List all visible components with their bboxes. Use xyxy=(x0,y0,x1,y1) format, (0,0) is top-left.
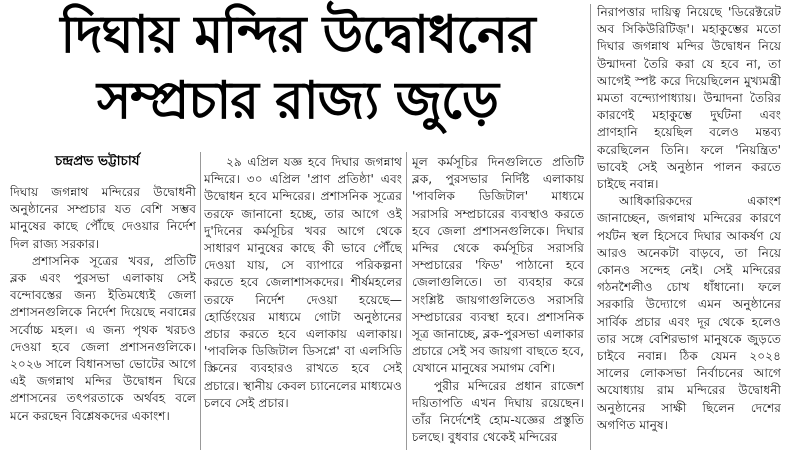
headline xyxy=(10,2,585,142)
byline: চন্দ্রপ্রভ ভট্টাচার্য xyxy=(55,153,140,169)
paragraph: আধিকারিকদের একাংশ জানাচ্ছেন, জগন্নাথ মন্দিরের কারণে পর্যটন স্থল হিসেবে দিঘার আকর্ষণ যে আরও অনেকটা বাড়বে, তা নিয়ে কোনও সন্দেহ নেই। সেই মন্দিরের গঠনশৈলীও চোখ ধাঁধানো। ফলে সরকারি উদ্যোগে এমন অনুষ্ঠানের সার্বিক প্রচার এবং দূর থেকে হলেও তার সঙ্গে বেশিরভাগ মানুষকে জুড়তে চাইবে নবান্ন। ঠিক যেমন ২০২৪ সালের লোকসভা নির্বাচনের আগে অযোধ্যায় রাম মন্দিরের উদ্বোধনী অনুষ্ঠানের সাক্ষী ছিলেন দেশের অগণিত মানুষ। xyxy=(597,194,781,432)
column-divider xyxy=(406,152,407,450)
headline-line-2: সম্প্রচার রাজ্য জুড়ে xyxy=(96,71,499,131)
paragraph: পুরীর মন্দিরের প্রধান রাজেশ দয়িতাপতি এখন দিঘায় রয়েছেন। তাঁর নির্দেশেই হোম-যজ্ঞের প্রস্তুতি চলছে। বুধবার থেকেই মন্দিরের xyxy=(412,378,584,445)
paragraph: প্রশাসনিক সূত্রের খবর, প্রতিটি ব্লক এবং পুরসভা এলাকায় সেই বন্দোবস্তের জন্য ইতিমধ্যেই জেলা প্রশাসনগুলিকে নির্দেশ দিয়েছে নবান্নের সর্বোচ্চ মহল। এ জন্য পৃথক খরচও দেওয়া হবে জেলা প্রশাসনগুলিকে। ২০২৬ সালে বিধানসভা ভোটের আগে এই জগন্নাথ মন্দির উদ্বোধন ঘিরে প্রশাসনের তৎপরতাকে অর্থবহ বলে মনে করছেন বিশ্লেষকদের একাংশ। xyxy=(10,253,196,423)
article-column-1 xyxy=(10,184,196,452)
paragraph: ২৯ এপ্রিল যজ্ঞ হবে দিঘার জগন্নাথ মন্দিরে। ৩০ এপ্রিল 'প্রাণ প্রতিষ্ঠা' এবং উদ্বোধন হবে মন্দিরের। প্রশাসনিক সূত্রের তরফে জানানো হচ্ছে, তার আগে ওই দু'দিনের কর্মসূচির খবর আগে থেকে সাধারণ মানুষের কাছে কী ভাবে পৌঁছে দেওয়া যায়, সে ব্যাপারে পরিকল্পনা করতে হবে জেলাশাসকদের। শীর্ষমহলের তরফে নির্দেশ দেওয়া হয়েছে— হোর্ডিংয়ের মাধ্যমে গোটা অনুষ্ঠানের প্রচার করতে হবে এলাকায় এলাকায়। 'পাবলিক ডিজিটাল ডিসপ্লে' বা এলসিডি স্ক্রিনের ব্যবহারও রাখতে হবে সেই প্রচারে। স্থানীয় কেবল চ্যানেলের মাধ্যমেও চলবে সেই প্রচার। xyxy=(204,155,402,410)
article-column-2 xyxy=(204,154,402,452)
headline-line-1: দিঘায় মন্দির উদ্বোধনের xyxy=(60,5,535,65)
article-column-3 xyxy=(412,154,584,452)
column-divider xyxy=(590,4,591,450)
column-divider xyxy=(200,152,201,450)
paragraph: নিরাপত্তার দায়িত্ব নিয়েছে 'ডিরেক্টরেট অব সিকিউরিটিজ়'। মহাকুম্ভের মতো দিঘার জগন্নাথ মন্দির উদ্বোধন নিয়ে উন্মাদনা তৈরি করা যে হবে না, তা আগেই স্পষ্ট করে দিয়েছিলেন মুখ্যমন্ত্রী মমতা বন্দ্যোপাধ্যায়। উন্মাদনা তৈরির কারণেই মহাকুম্ভে দুর্ঘটনা এবং প্রাণহানি হয়েছিল বলেও মন্তব্য করেছিলেন তিনি। ফলে 'নিয়ন্ত্রিত' ভাবেই সেই অনুষ্ঠান পালন করতে চাইছে নবান্ন। xyxy=(597,5,781,192)
paragraph: দিঘায় জগন্নাথ মন্দিরের উদ্বোধনী অনুষ্ঠানের সম্প্রচার যত বেশি সম্ভব মানুষের কাছে পৌঁছে দেওয়ার নির্দেশ দিল রাজ্য সরকার। xyxy=(10,185,196,251)
article-column-4 xyxy=(597,4,781,452)
paragraph: মূল কর্মসূচির দিনগুলিতে প্রতিটি ব্লক, পুরসভার নির্দিষ্ট এলাকায় 'পাবলিক ডিজিটাল' মাধ্যমে সরাসরি সম্প্রচারের ব্যবস্থাও করতে হবে জেলা প্রশাসনগুলিকে। দিঘার মন্দির থেকে কর্মসূচির সরাসরি সম্প্রচারের 'ফিড' পাঠানো হবে জেলাগুলিতে। তা ব্যবহার করে সংশ্লিষ্ট জায়গাগুলিতেও সরাসরি সম্প্রচারের ব্যবস্থা হবে। প্রশাসনিক সূত্র জানাচ্ছে, ব্লক-পুরসভা এলাকার প্রচারে সেই সব জায়গা বাছতে হবে, যেখানে মানুষের সমাগম বেশি। xyxy=(412,155,584,376)
